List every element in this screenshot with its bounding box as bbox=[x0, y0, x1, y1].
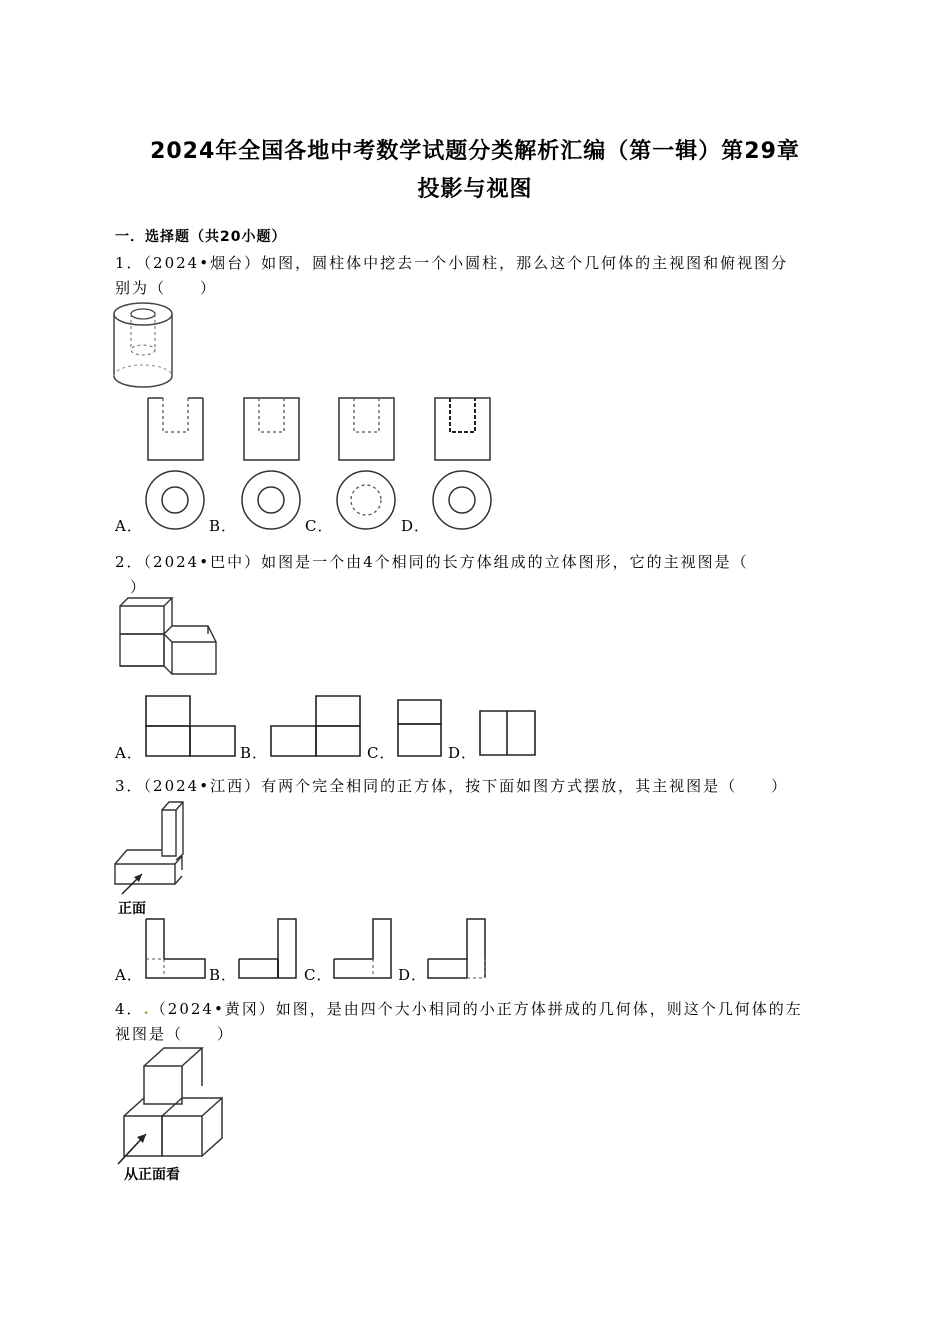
q2-option-b-figure bbox=[270, 695, 362, 757]
q2-option-c[interactable]: C． bbox=[367, 744, 396, 762]
q1-cylinder-figure bbox=[110, 300, 180, 395]
q3-option-b-figure bbox=[238, 918, 300, 980]
q4-stem-line2: 视图是（ ） bbox=[115, 1025, 235, 1043]
q2-stem-line2: ） bbox=[130, 578, 148, 596]
q2-stem-line1: 2．（2024•巴中）如图是一个由4个相同的长方体组成的立体图形，它的主视图是（ bbox=[115, 553, 749, 571]
q1-option-c[interactable]: C． bbox=[305, 517, 334, 535]
page-subtitle: 投影与视图 bbox=[417, 177, 533, 202]
q4-stem-line1: （2024•黄冈）如图，是由四个大小相同的小正方体拼成的几何体，则这个几何体的左 bbox=[150, 1000, 803, 1018]
q2-option-c-figure bbox=[397, 699, 443, 757]
q1-stem-line2: 别为（ ） bbox=[115, 279, 218, 297]
section-heading: 一．选择题（共20小题） bbox=[115, 229, 287, 245]
q2-option-a-figure bbox=[145, 695, 237, 757]
q2-option-b[interactable]: B． bbox=[240, 744, 269, 762]
q3-option-c[interactable]: C． bbox=[304, 966, 333, 984]
q2-option-d[interactable]: D． bbox=[448, 744, 478, 762]
q3-option-d[interactable]: D． bbox=[398, 966, 428, 984]
q3-stem-line1: 3．（2024•江西）有两个完全相同的正方体，按下面如图方式摆放，其主视图是（ ） bbox=[115, 777, 789, 795]
q2-option-a[interactable]: A． bbox=[115, 744, 143, 762]
q3-option-a-figure bbox=[145, 918, 207, 980]
q1-option-a[interactable]: A． bbox=[115, 517, 143, 535]
q4-front-caption: 从正面看 bbox=[124, 1167, 180, 1183]
q3-option-b[interactable]: B． bbox=[209, 966, 238, 984]
q4-number: 4． bbox=[115, 1000, 144, 1018]
q1-option-b-figure bbox=[239, 396, 304, 531]
q3-option-d-figure bbox=[427, 918, 489, 980]
page-title: 2024年全国各地中考数学试题分类解析汇编（第一辑）第29章 bbox=[150, 139, 800, 164]
q2-cuboid-figure bbox=[114, 596, 224, 678]
q3-cube-figure bbox=[112, 798, 192, 890]
q1-option-c-figure bbox=[334, 396, 399, 531]
q3-front-caption: 正面 bbox=[118, 901, 146, 917]
q4-cube-figure bbox=[112, 1046, 232, 1161]
q1-option-b[interactable]: B． bbox=[209, 517, 238, 535]
q1-stem-line1: 1．（2024•烟台）如图，圆柱体中挖去一个小圆柱，那么这个几何体的主视图和俯视图分 bbox=[115, 254, 789, 272]
q3-option-a[interactable]: A． bbox=[115, 966, 143, 984]
q1-option-a-figure bbox=[143, 396, 208, 531]
q1-option-d[interactable]: D． bbox=[401, 517, 431, 535]
q1-option-d-figure bbox=[430, 396, 495, 531]
q3-option-c-figure bbox=[333, 918, 395, 980]
q4-marker-dot: . bbox=[143, 1000, 151, 1018]
q2-option-d-figure bbox=[479, 710, 537, 757]
